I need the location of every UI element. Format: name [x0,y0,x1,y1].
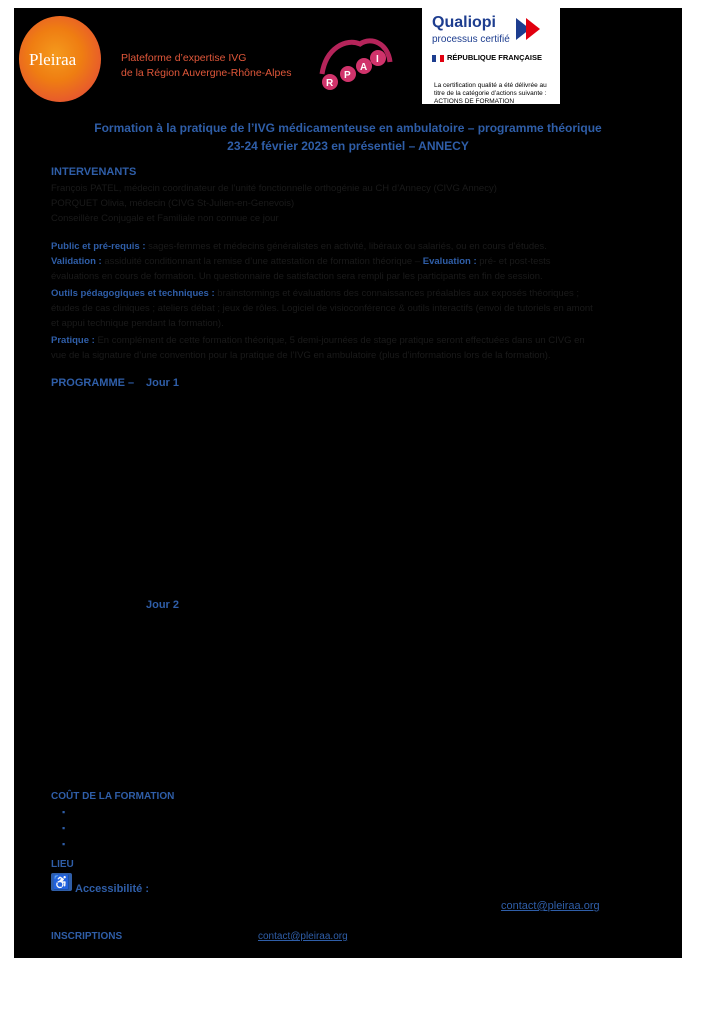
tagline-line2: de la Région Auvergne-Rhône-Alpes [121,67,292,79]
wheelchair-icon: ♿ [52,874,71,890]
page-title: Formation à la pratique de l’IVG médicamenteuse en ambulatoire – programme théorique [94,121,602,135]
page-subtitle: 23-24 février 2023 en présentiel – ANNECY [227,139,469,153]
public-line [51,239,681,254]
outils-text-2: études de cas cliniques ; ateliers débat ; jeux de rôles. Logiciel de visioconférence & outils interactifs (envoi de tutoriels en amont [51,303,593,314]
intervenants-heading: INTERVENANTS [51,166,137,178]
inscriptions-email-link[interactable]: contact@pleiraa.org [258,931,348,942]
french-flag-icon [432,55,444,62]
pratique-line [51,333,681,348]
validation-text: assiduité conditionnant la remise d’une attestation de formation théorique – [104,256,421,267]
evaluation-text-2: évaluations en cours de formation. Un questionnaire de satisfaction sera rempli par les participants en fin de session. [51,271,543,282]
rpai-logo [316,34,396,96]
cout-bullet-1: ▪ [62,807,66,817]
pratique-text-2: vue de la signature d’une convention pour la pratique de l’IVG en ambulatoire (plus d’informations lors de la formation). [51,350,551,361]
validation-line [51,254,681,269]
outils-label: Outils pédagogiques et techniques : [51,288,215,299]
svg-text:A: A [360,62,368,73]
intervenant-2: PORQUET Olivia, médecin (CIVG St-Julien-en-Genevois) [51,198,295,209]
programme-day2: Jour 2 [146,599,180,611]
inscriptions-heading: INSCRIPTIONS [51,931,123,942]
programme-heading: PROGRAMME – [51,377,135,389]
programme-day1: Jour 1 [146,377,180,389]
qualiopi-note: La certification qualité a été délivrée au titre de la catégorie d’actions suivante : ACTIONS DE FORMATION [434,82,547,105]
intervenant-3: Conseillère Conjugale et Familiale non connue ce jour [51,213,279,224]
public-text: sages-femmes et médecins généralistes en activité, libéraux ou salariés, ou en cours d’études. [148,241,547,252]
intervenant-1: François PATEL, médecin coordinateur de l’unité fonctionnelle orthogénie au CH d’Annecy (CIVG Annecy) [51,183,497,194]
evaluation-text: pré- et post-tests [479,256,551,267]
qualiopi-badge [422,8,560,104]
public-label: Public et pré-requis : [51,241,146,252]
pratique-text: En complément de cette formation théorique, 5 demi-journées de stage pratique seront effectuées dans un CIVG en [97,335,585,346]
cout-bullet-2: ▪ [62,823,66,833]
validation-label: Validation : [51,256,102,267]
republique-francaise: RÉPUBLIQUE FRANÇAISE [447,53,543,62]
qualiopi-arrow-icon [514,16,542,42]
pleiraa-tagline [121,51,291,81]
cout-heading: COÛT DE LA FORMATION [51,791,175,802]
outils-text: brainstormings et évaluations des connaissances préalables aux exposés théoriques ; [217,288,580,299]
svg-text:I: I [376,54,379,65]
qualiopi-title: Qualiopi [432,14,496,31]
svg-text:R: R [326,78,334,89]
outils-text-3: et appui technique pendant la formation). [51,318,224,329]
outils-line [51,286,681,301]
qualiopi-subtitle: processus certifié [432,34,510,45]
pleiraa-logo-text: Pleiraa [29,50,77,69]
lieu-heading: LIEU [51,859,74,870]
accessibilite-label: Accessibilité : [75,883,149,895]
cout-bullet-3: ▪ [62,839,66,849]
pleiraa-logo [19,16,101,102]
tagline-line1: Plateforme d’expertise IVG [121,52,247,64]
evaluation-label: Evaluation : [422,256,477,267]
contact-email-link[interactable]: contact@pleiraa.org [501,900,600,912]
pratique-label: Pratique : [51,335,95,346]
svg-text:P: P [344,70,351,81]
